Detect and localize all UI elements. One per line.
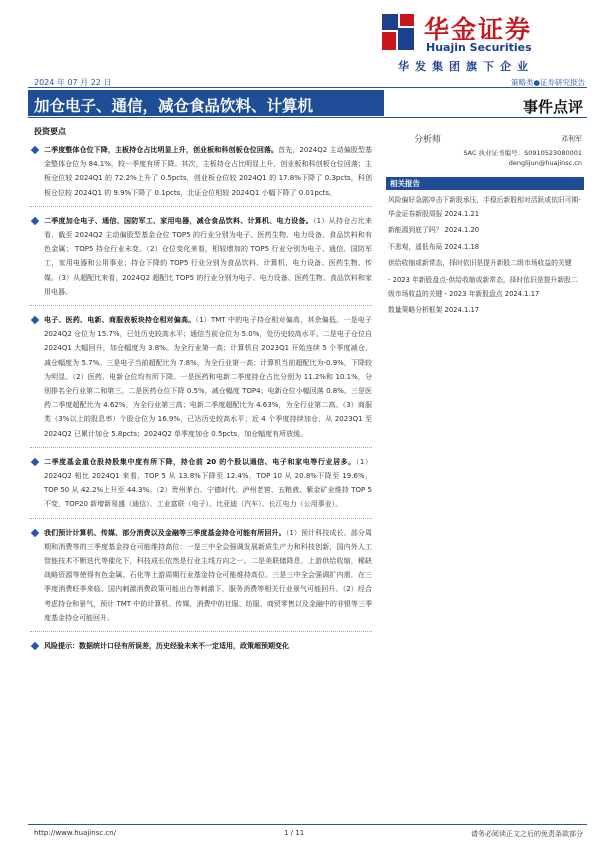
huajin-logo-icon <box>378 10 418 54</box>
related-report-item[interactable]: 新能源到底了吗？ 2024.1.20 <box>388 226 480 235</box>
main-content <box>30 126 372 659</box>
footer-divider <box>28 824 587 825</box>
bullet-diamond-icon <box>31 458 39 466</box>
related-report-item[interactable]: 不悲观，遥低布局 2024.1.18 <box>388 242 480 251</box>
point-separator <box>30 305 372 306</box>
related-reports-list <box>388 194 584 321</box>
point-separator <box>30 447 372 448</box>
point-body: （1）预计科技成长、部分周期和消费等的三季度基金持仓可能维持高位：一是三中全会强调发展新质生产力和科技创新，国内外人工智能技术不断迭代等催化下，科技成长依然是行业主线方向之一。二是美联储降息，上游供给收缩，稀缺战略资源等使得有色金属、石化等上游周期行业基金持仓可能维持高位。三是三中全会强调扩内需，在三季度消费旺季来临、国内刺激消费政策可能出台等刺激下，服务消费等相关行业景气可能回升。（2）经合考虑持仓和景气，预计 TMT 中的计算机、传媒，消费中的社服、纺服、商贸零售以及金融中的非银等三季度基金持仓可能回升。 <box>44 528 372 622</box>
related-title: 相关报告 <box>390 179 420 188</box>
report-title: 加仓电子、通信，减仓食品饮料、计算机 <box>34 97 314 115</box>
point-separator <box>30 206 372 207</box>
point-item <box>30 214 372 299</box>
section-heading: 投资要点 <box>34 127 66 136</box>
point-body: （1）2024Q2 相比 2024Q1 来看，TOP 5 从 13.8%下降至 12.4%，TOP 10 从 20.8%下降至 19.6%，TOP 50 从 42.2%上升至 44.3%。（2）贵州茅台、宁德时代、泸州老窖、五粮液、紫金矿业维持 TOP 5 不变，TOP20 新增新易盛（通信）、工业富联（电子）、比亚迪（汽车）、长江电力（公用事业）。 <box>44 457 372 509</box>
point-item <box>30 526 372 625</box>
analyst-sac-number: SAC 执业证书编号：S0910523080001 <box>463 149 582 157</box>
bullet-diamond-icon <box>31 316 39 324</box>
page-number: 1 / 11 <box>284 829 305 837</box>
point-item <box>30 143 372 200</box>
point-body: （1）从持仓占比来看，截至 2024Q2 主动偏股型基金仓位 TOP5 的行业分别为电子、医药生物、电力设备、食品饮料和有色金属； TOP5 持仓行业未变。（2）仓位变化来看，相较增加的 TOP5 行业分别为电子、通信、国防军工，家用电器和公用事业；持仓下降的 TOP5 行业分别为食品饮料、计算机、电力设备、医药生物、传媒。（3）从超配比来看，2024Q2 超配比 TOP5 的行业分别为电子、电力设备、医药生物、食品饮料和家用电器。 <box>44 216 372 296</box>
related-report-item[interactable]: - 2023 年新股盘点-供给收缩或新常态，择时依旧是提升新股二级市场收益的关键 - 2023 年新股盘点 2024.1.17 <box>388 275 578 298</box>
point-bold-lead: 风险提示：数据统计口径有所误差，历史经验未来不一定适用，政策超预期变化 <box>44 642 289 651</box>
point-item <box>30 455 372 512</box>
point-item <box>30 313 372 441</box>
header-divider <box>28 87 587 88</box>
footer-url[interactable]: http://www.huajinsc.cn/ <box>34 829 117 837</box>
analyst-label: 分析师 <box>414 135 442 145</box>
bullet-diamond-icon <box>31 217 39 225</box>
point-bold-lead: 二季度加仓电子、通信、国防军工、家用电器，减仓食品饮料、计算机、电力设备。 <box>44 216 313 225</box>
related-report-item[interactable]: 风险偏好急剧冲击下新股承压，手稳后新股相对活跃或依旧可期-华金证券新股周报 2024.1.21 <box>388 196 581 218</box>
point-separator <box>30 518 372 519</box>
disclaimer-note: 请务必阅读正文之后的免责条款部分 <box>471 830 583 838</box>
report-type: 事件点评 <box>522 98 583 116</box>
bullet-diamond-icon <box>31 528 39 536</box>
company-logo <box>378 8 588 58</box>
bullet-diamond-icon <box>31 146 39 154</box>
related-report-item[interactable]: 供给收缩或新常态，择时依旧是提升新股二级市场收益的关键 <box>388 259 572 268</box>
company-slogan: 华发集团旗下企业 <box>398 60 534 73</box>
analyst-name: 邓利军 <box>561 135 582 143</box>
point-bold-lead: 电子、医药、电新、商服表板块持仓相对偏高。 <box>44 316 196 325</box>
logo-english-name: Huajin Securities <box>426 41 532 54</box>
report-category: 策略类●证券研究报告 <box>510 78 585 87</box>
point-bold-lead: 二季度整体仓位下降，主板持仓占比明显上升，创业板和科创板仓位回落。 <box>44 146 279 154</box>
point-bold-lead: 我们预计计算机、传媒、部分消费以及金融等三季度基金持仓可能有所回升。 <box>44 528 286 537</box>
related-report-item[interactable]: 数量策略分析框架 2024.1.17 <box>388 306 480 315</box>
title-divider <box>28 117 587 118</box>
report-date: 2024 年 07 月 22 日 <box>34 78 112 87</box>
risk-warning <box>30 639 372 653</box>
logo-chinese-name: 华金证券 <box>424 15 533 44</box>
point-body: 首先，2024Q2 主动偏股型基金整体仓位为 84.1%，较一季度有所下降。其次，主板持仓占比明显上升，创业板和科创板仓位回落；主板仓位较 2024Q1 的 72.2%上升了 0.5pcts，创业板仓位较 2024Q1 的 17.8%下降了 0.3pcts，科创板仓位较 2024Q1 的 9.9%下降了 0.1pcts，北证仓位相较 2024Q1 小幅下降了 0.01pcts。 <box>44 146 372 197</box>
bullet-diamond-icon <box>31 642 39 650</box>
point-body: （1）TMT 中的电子持仓相对偏高，其余偏低。一是电子 2024Q2 仓位为 15.7%，已处历史较高水平；通信当前仓位为 5.0%，处历史较高水平。二是电子仓位自 2024Q1 大幅回升，加仓幅度为 3.8%。为全行业第一高；计算机自 2023Q1 开始连续 5 个季度减仓，减仓幅度为 5.7%。三是电子当前超配比为 7.8%，为全行业第一高；计算机当前超配比为-0.9%，下降较为明显。（2）医药、电新仓位均有所下降。一是医药和电新二季度持仓占比分别为 11.2%和 10.1%，分别排名全行业第二和第三。二是医药仓位下降 0.5%，减仓幅度 TOP4；电新仓位小幅回落 0.8%。三是医药二季度超配比为 4.62%，为全行业第三高；电新二季度超配比为 4.63%，为全行业第二高。（3）商服类（3%以上的股息率）个股仓位为 16.9%，已达历史较高水平；近 4 个季度持续加仓，从 2023Q1 至 2024Q2 已累计加仓 5.8pcts；2024Q2 单季度加仓 0.5pcts，加仓幅度有所放缓。 <box>44 316 372 438</box>
point-separator <box>30 631 372 632</box>
analyst-email[interactable]: denglijun@huajinsc.cn <box>508 159 582 167</box>
point-bold-lead: 二季度基金重仓股持股集中度有所下降，持仓前 20 的个股以通信、电子和家电等行业居多。 <box>44 457 356 466</box>
